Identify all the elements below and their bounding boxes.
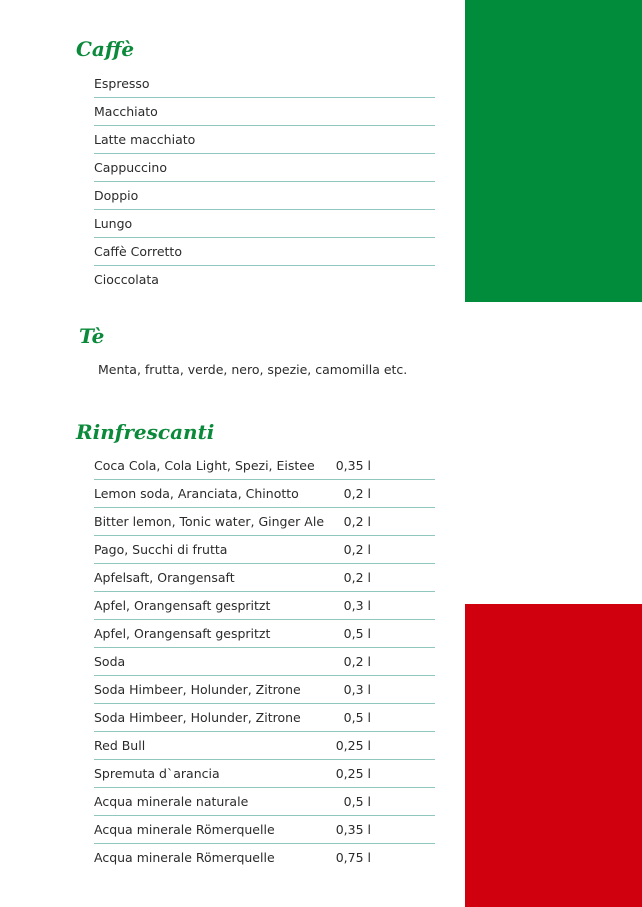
te-description: Menta, frutta, verde, nero, spezie, camomilla etc. — [98, 362, 408, 377]
drink-name: Spremuta d`arancia — [94, 766, 220, 781]
drink-row — [94, 620, 435, 648]
list-item: Cioccolata — [94, 272, 159, 287]
list-item: Espresso — [94, 70, 435, 98]
drink-name: Apfelsaft, Orangensaft — [94, 570, 235, 585]
drink-name: Soda — [94, 654, 126, 669]
drink-row — [94, 676, 435, 704]
drink-name: Soda Himbeer, Holunder, Zitrone — [94, 710, 301, 725]
drink-volume: 0,2 l — [343, 486, 371, 501]
section-title-caffe: Caffè — [76, 37, 135, 61]
drink-volume: 0,5 l — [343, 710, 371, 725]
drink-volume: 0,2 l — [343, 514, 371, 529]
drink-row — [94, 704, 435, 732]
drink-row — [94, 508, 435, 536]
drink-volume: 0,25 l — [335, 738, 371, 753]
rinfrescanti-list — [94, 452, 435, 872]
drink-volume: 0,75 l — [335, 850, 371, 865]
list-item: Doppio — [94, 182, 435, 210]
list-item: Lungo — [94, 210, 435, 238]
drink-volume: 0,2 l — [343, 654, 371, 669]
list-item: Caffè Corretto — [94, 238, 435, 266]
drink-volume: 0,2 l — [343, 542, 371, 557]
list-item: Latte macchiato — [94, 126, 435, 154]
drink-row — [94, 844, 435, 872]
drink-row — [94, 480, 435, 508]
drink-volume: 0,25 l — [335, 766, 371, 781]
drink-name: Apfel, Orangensaft gespritzt — [94, 626, 271, 641]
drink-volume: 0,5 l — [343, 794, 371, 809]
drink-volume: 0,35 l — [335, 458, 371, 473]
drink-name: Lemon soda, Aranciata, Chinotto — [94, 486, 299, 501]
drink-row — [94, 788, 435, 816]
drink-volume: 0,35 l — [335, 822, 371, 837]
drink-volume: 0,5 l — [343, 626, 371, 641]
drink-row — [94, 452, 435, 480]
section-title-rinfrescanti: Rinfrescanti — [76, 420, 215, 444]
drink-name: Acqua minerale naturale — [94, 794, 249, 809]
drink-row — [94, 732, 435, 760]
drink-row — [94, 648, 435, 676]
drink-name: Red Bull — [94, 738, 146, 753]
drink-name: Apfel, Orangensaft gespritzt — [94, 598, 271, 613]
list-item: Cappuccino — [94, 154, 435, 182]
drink-name: Coca Cola, Cola Light, Spezi, Eistee — [94, 458, 315, 473]
drink-name: Pago, Succhi di frutta — [94, 542, 228, 557]
drink-name: Acqua minerale Römerquelle — [94, 850, 275, 865]
drink-volume: 0,2 l — [343, 570, 371, 585]
drink-row — [94, 760, 435, 788]
drink-name: Bitter lemon, Tonic water, Ginger Ale — [94, 514, 325, 529]
section-title-te: Tè — [79, 324, 105, 348]
caffe-list — [94, 70, 435, 294]
drink-volume: 0,3 l — [343, 682, 371, 697]
flag-red-block — [465, 604, 642, 907]
drink-name: Acqua minerale Römerquelle — [94, 822, 275, 837]
drink-row — [94, 536, 435, 564]
drink-name: Soda Himbeer, Holunder, Zitrone — [94, 682, 301, 697]
drink-volume: 0,3 l — [343, 598, 371, 613]
drink-row — [94, 816, 435, 844]
drink-row — [94, 592, 435, 620]
flag-green-block — [465, 0, 642, 302]
drink-row — [94, 564, 435, 592]
list-item: Macchiato — [94, 98, 435, 126]
